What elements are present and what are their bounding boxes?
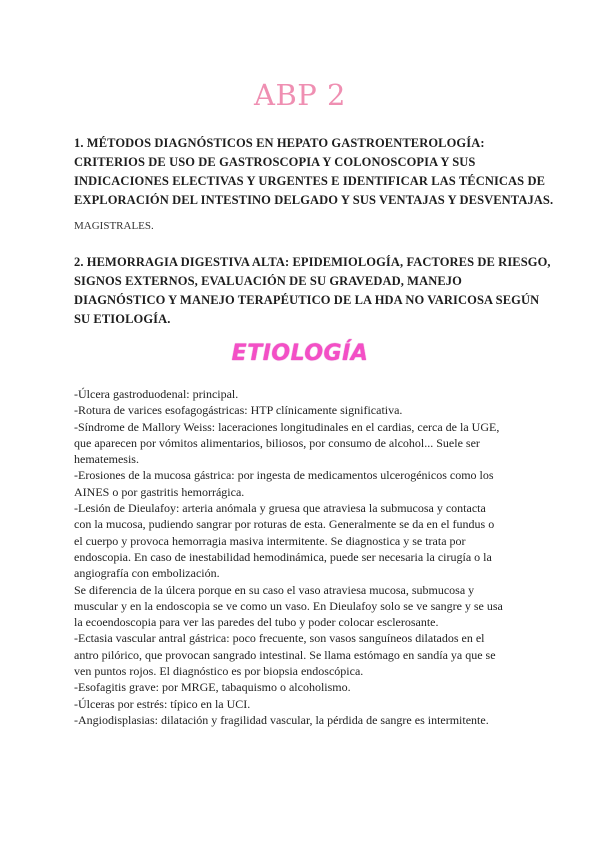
magistrales-note: MAGISTRALES. xyxy=(74,220,154,232)
question-2-line: SU ETIOLOGÍA. xyxy=(74,312,171,326)
body-line: hematemesis. xyxy=(74,452,139,467)
question-2-line: 2. HEMORRAGIA DIGESTIVA ALTA: EPIDEMIOLOGÍA, FACTORES DE RIESGO, xyxy=(74,255,551,269)
body-line: la ecoendoscopia para ver las paredes del tubo y poder colocar esclerosante. xyxy=(74,615,439,630)
body-line: -Ectasia vascular antral gástrica: poco frecuente, son vasos sanguíneos dilatados en el xyxy=(74,631,485,646)
body-line: el cuerpo y provoca hemorragia masiva intermitente. Se diagnostica y se trata por xyxy=(74,533,466,548)
section-title-etiologia: ETIOLOGÍA xyxy=(231,341,369,366)
body-line: con la mucosa, pudiendo sangrar por roturas de esta. Generalmente se da en el fundus o xyxy=(74,517,495,532)
question-2-heading xyxy=(74,253,551,329)
body-text xyxy=(74,386,544,728)
body-line: antro pilórico, que provocan sangrado intestinal. Se llama estómago en sandía ya que se xyxy=(74,647,496,662)
question-1-line: EXPLORACIÓN DEL INTESTINO DELGADO Y SUS VENTAJAS Y DESVENTAJAS. xyxy=(74,193,554,207)
question-2-line: SIGNOS EXTERNOS, EVALUACIÓN DE SU GRAVEDAD, MANEJO xyxy=(74,274,462,288)
question-1-line: 1. MÉTODOS DIAGNÓSTICOS EN HEPATO GASTROENTEROLOGÍA: xyxy=(74,136,485,150)
body-line: muscular y en la endoscopia se ve como un vaso. En Dieulafoy solo se ve sangre y se usa xyxy=(74,598,503,613)
body-line: AINES o por gastritis hemorrágica. xyxy=(74,484,245,499)
body-line: -Esofagitis grave: por MRGE, tabaquismo o alcoholismo. xyxy=(74,680,351,695)
body-line: -Angiodisplasias: dilatación y fragilidad vascular, la pérdida de sangre es intermitente. xyxy=(74,712,489,727)
body-line: -Úlcera gastroduodenal: principal. xyxy=(74,387,239,401)
question-1-line: CRITERIOS DE USO DE GASTROSCOPIA Y COLONOSCOPIA Y SUS xyxy=(74,155,476,169)
question-1-heading xyxy=(74,134,554,210)
body-line: -Síndrome de Mallory Weiss: laceraciones longitudinales en el cardias, cerca de la UGE, xyxy=(74,419,500,434)
question-1-line: INDICACIONES ELECTIVAS Y URGENTES E IDENTIFICAR LAS TÉCNICAS DE xyxy=(74,174,546,188)
body-line: ven puntos rojos. El diagnóstico es por biopsia endoscópica. xyxy=(74,664,364,679)
section-title-wrapper xyxy=(0,341,600,366)
body-line: angiografía con embolización. xyxy=(74,566,220,581)
body-line: endoscopia. En caso de inestabilidad hemodinámica, puede ser necesaria la cirugía o la xyxy=(74,549,492,564)
body-line: Se diferencia de la úlcera porque en su caso el vaso atraviesa mucosa, submucosa y xyxy=(74,582,475,597)
body-line: -Lesión de Dieulafoy: arteria anómala y gruesa que atraviesa la submucosa y contacta xyxy=(74,501,486,516)
question-2-line: DIAGNÓSTICO Y MANEJO TERAPÉUTICO DE LA HDA NO VARICOSA SEGÚN xyxy=(74,293,540,307)
body-line: -Úlceras por estrés: típico en la UCI. xyxy=(74,696,251,711)
body-line: -Erosiones de la mucosa gástrica: por ingesta de medicamentos ulcerogénicos como los xyxy=(74,468,494,483)
body-line: -Rotura de varices esofagogástricas: HTP clínicamente significativa. xyxy=(74,403,403,418)
body-line: que aparecen por vómitos alimentarios, biliosos, por consumo de alcohol... Suele ser xyxy=(74,435,480,450)
page-title: ABP 2 xyxy=(254,78,346,112)
